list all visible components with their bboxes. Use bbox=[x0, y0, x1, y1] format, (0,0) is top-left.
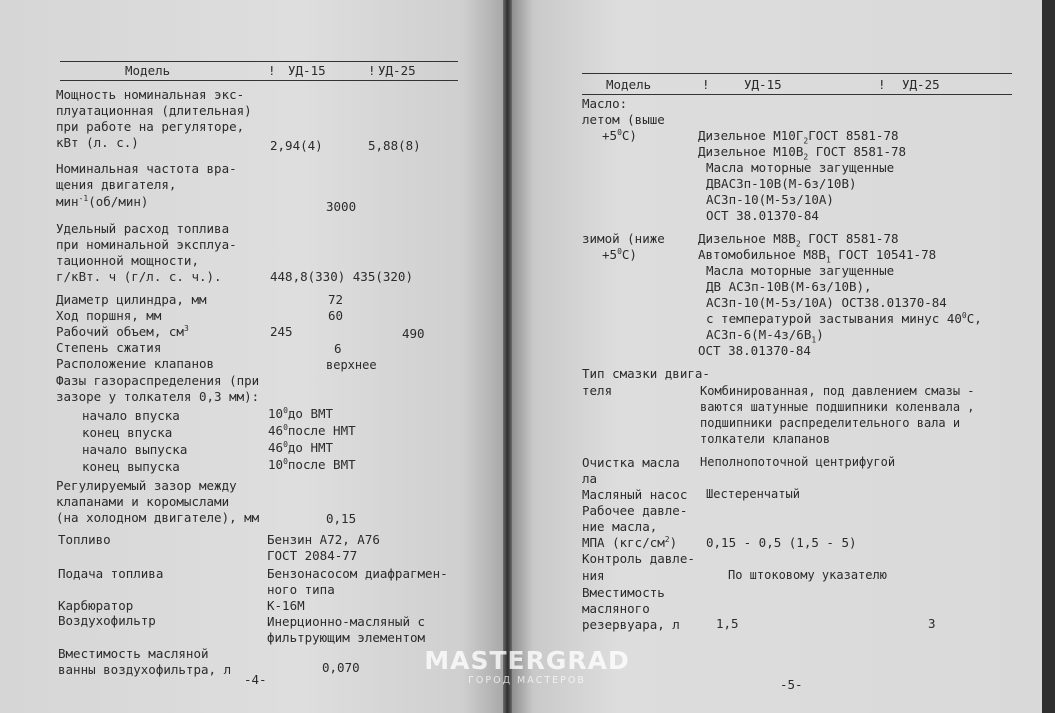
lube-label-2: теля bbox=[582, 383, 613, 398]
timing-row-label: конец выпуска bbox=[82, 459, 180, 474]
timing-row-value: $10^0после$ ВМТ bbox=[268, 456, 356, 472]
clearance-label-3: (на холодном двигателе), мм bbox=[56, 510, 260, 525]
timing-row-label: начало впуска bbox=[82, 408, 180, 423]
winter-oil-2: Автомобильное $М8В_1$ ГОСТ 10541-78 bbox=[698, 247, 937, 265]
cleaning-value: Неполнопоточной центрифугой bbox=[700, 455, 896, 469]
volume-ud25: 490 bbox=[402, 326, 425, 341]
header-model: Модель bbox=[606, 77, 652, 92]
winter-oil-5: АСЗп-10(М-5з/10А) ОСТ38.01370-84 bbox=[706, 295, 947, 310]
pressure-label-3: МПА $(кгс/см^2)$ bbox=[582, 534, 678, 550]
header-rule-top bbox=[60, 61, 458, 62]
supply-value-2: ного типа bbox=[267, 582, 335, 597]
winter-label-2: $+5^0С$) bbox=[602, 246, 637, 262]
power-label-2: плуатационная (длительная) bbox=[56, 103, 252, 118]
clearance-label-2: клапанами и коромыслами bbox=[56, 494, 230, 509]
pressure-label-2: ние масла, bbox=[582, 519, 658, 534]
header-sep: ! bbox=[878, 77, 886, 92]
header-rule-top bbox=[582, 73, 1012, 74]
reservoir-ud15: 1,5 bbox=[716, 616, 739, 631]
supply-value-1: Бензонасосом диафрагмен- bbox=[267, 566, 448, 581]
header-ud25: УД-25 bbox=[378, 63, 416, 78]
pressure-value: 0,15 - 0,5 (1,5 - 5) bbox=[706, 535, 857, 550]
header-ud15: УД-15 bbox=[744, 77, 782, 92]
pump-value: Шестеренчатый bbox=[706, 487, 800, 501]
fuelrate-label-1: Удельный расход топлива bbox=[56, 221, 230, 236]
header-sep: ! bbox=[702, 77, 710, 92]
reservoir-ud25: 3 bbox=[928, 616, 936, 631]
book-gutter bbox=[503, 0, 512, 713]
carb-value: К-16М bbox=[267, 598, 305, 613]
cylinder-value: 72 bbox=[328, 292, 344, 307]
carb-label: Карбюратор bbox=[58, 598, 134, 613]
lube-value-1: Комбинированная, под давлением смазы - bbox=[700, 384, 975, 398]
watermark-brand: MASTERGRAD bbox=[424, 646, 630, 675]
power-label-1: Мощность номинальная экс- bbox=[56, 87, 245, 102]
control-label-2: ния bbox=[582, 568, 605, 583]
lube-value-2: ваются шатунные подшипники коленвала , bbox=[700, 400, 975, 414]
freq-label-1: Номинальная частота вра- bbox=[56, 161, 237, 176]
header-ud15: УД-15 bbox=[288, 63, 326, 78]
power-label-4: кВт (л. с.) bbox=[56, 135, 139, 150]
header-ud25: УД-25 bbox=[902, 77, 940, 92]
fuel-value-1: Бензин А72, А76 bbox=[267, 532, 380, 547]
fuelrate-label-4: г/кВт. ч (г/л. с. ч.). bbox=[56, 269, 222, 284]
header-sep: ! bbox=[368, 63, 376, 78]
power-ud15: 2,94(4) bbox=[270, 138, 323, 153]
cylinder-label: Диаметр цилиндра, мм bbox=[56, 292, 207, 307]
page-5 bbox=[512, 0, 1042, 713]
summer-label-1: летом (выше bbox=[582, 112, 665, 127]
reservoir-label-3: резервуара, л bbox=[582, 617, 680, 632]
compression-label: Степень сжатия bbox=[56, 340, 162, 355]
winter-oil-1: Дизельное $М8В_2$ ГОСТ 8581-78 bbox=[698, 231, 899, 249]
fuelrate-label-3: тационной мощности, bbox=[56, 253, 199, 268]
stroke-label: Ход поршня, мм bbox=[56, 308, 162, 323]
winter-label-1: зимой (ниже bbox=[582, 231, 665, 246]
clearance-value: 0,15 bbox=[326, 511, 357, 526]
fuelrate-label-2: при номинальной эксплуа- bbox=[56, 237, 237, 252]
summer-oil-2: Дизельное $М10В_2$ ГОСТ 8581-78 bbox=[698, 144, 907, 162]
freq-value: 3000 bbox=[326, 199, 357, 214]
winter-oil-6: с температурой застывания минус $40^0С$, bbox=[706, 310, 982, 326]
lube-value-3: подшипники распределительного вала и bbox=[700, 416, 961, 430]
airfilter-value-2: фильтрующим элементом bbox=[267, 630, 426, 645]
summer-oil-3: Масла моторные загущенные bbox=[706, 160, 895, 175]
timing-row-value: $46^0до$ НМТ bbox=[268, 439, 334, 455]
power-ud25: 5,88(8) bbox=[368, 138, 421, 153]
supply-label: Подача топлива bbox=[58, 566, 164, 581]
freq-label-3: мин$^{-1}$(об/мин) bbox=[56, 193, 149, 209]
compression-value: 6 bbox=[334, 341, 342, 356]
lube-label-1: Тип смазки двига- bbox=[582, 366, 710, 381]
valves-label: Расположение клапанов bbox=[56, 356, 215, 371]
cleaning-label-1: Очистка масла bbox=[582, 455, 680, 470]
timing-label-2: зазоре у толкателя 0,3 мм): bbox=[56, 389, 260, 404]
clearance-label-1: Регулируемый зазор между bbox=[56, 478, 237, 493]
timing-label-1: Фазы газораспределения (при bbox=[56, 373, 260, 388]
reservoir-label-2: масляного bbox=[582, 601, 650, 616]
power-label-3: при работе на регуляторе, bbox=[56, 119, 245, 134]
volume-label: Рабочий объем, $см^3$ bbox=[56, 323, 189, 339]
pressure-label-1: Рабочее давле- bbox=[582, 503, 688, 518]
oil-title: Масло: bbox=[582, 96, 628, 111]
airfilter-value-1: Инерционно-масляный с bbox=[267, 614, 426, 629]
watermark-tagline: ГОРОД МАСТЕРОВ bbox=[468, 675, 586, 686]
summer-oil-1: Дизельное $М10Г_2ГОСТ$ 8581-78 bbox=[698, 128, 899, 146]
stroke-value: 60 bbox=[328, 308, 344, 323]
timing-row-label: начало выпуска bbox=[82, 442, 188, 457]
cleaning-label-2: ла bbox=[582, 471, 598, 486]
fuelrate-value: 448,8(330) 435(320) bbox=[270, 269, 413, 284]
pump-label: Масляный насос bbox=[582, 487, 688, 502]
timing-row-value: $46^0после$ НМТ bbox=[268, 422, 356, 438]
lube-value-4: толкатели клапанов bbox=[700, 432, 831, 446]
winter-oil-7: АСЗп-$6(М-4з/6В_1)$ bbox=[706, 327, 824, 345]
summer-oil-5: АСЗп-10(М-5з/10А) bbox=[706, 192, 834, 207]
page-edge-shadow bbox=[1042, 0, 1055, 713]
summer-oil-4: ДВАСЗп-10В(М-6з/10В) bbox=[706, 176, 857, 191]
timing-row-label: конец впуска bbox=[82, 425, 173, 440]
freq-label-2: щения двигателя, bbox=[56, 177, 177, 192]
header-rule-bottom bbox=[582, 94, 1012, 95]
volume-ud15: 245 bbox=[270, 324, 293, 339]
oilbath-value: 0,070 bbox=[322, 660, 360, 675]
oilbath-label-1: Вместимость масляной bbox=[58, 646, 209, 661]
page-4 bbox=[0, 0, 503, 713]
page-number: -5- bbox=[780, 677, 803, 692]
fuel-label: Топливо bbox=[58, 532, 111, 547]
oilbath-label-2: ванны воздухофильтра, л bbox=[58, 662, 232, 677]
winter-oil-3: Масла моторные загущенные bbox=[706, 263, 895, 278]
page-number: -4- bbox=[244, 672, 267, 687]
winter-oil-8: ОСТ 38.01370-84 bbox=[698, 343, 811, 358]
fuel-value-2: ГОСТ 2084-77 bbox=[267, 548, 358, 563]
summer-label-2: $+5^0С$) bbox=[602, 127, 637, 143]
valves-value: верхнее bbox=[326, 358, 377, 372]
header-rule-bottom bbox=[60, 80, 458, 81]
header-model: Модель bbox=[125, 63, 171, 78]
control-value: По штоковому указателю bbox=[728, 568, 887, 582]
control-label-1: Контроль давле- bbox=[582, 551, 695, 566]
header-sep: ! bbox=[268, 63, 276, 78]
timing-row-value: $10^0до$ ВМТ bbox=[268, 405, 334, 421]
airfilter-label: Воздухофильтр bbox=[58, 613, 156, 628]
summer-oil-6: ОСТ 38.01370-84 bbox=[706, 208, 819, 223]
reservoir-label-1: Вместимость bbox=[582, 585, 665, 600]
winter-oil-4: ДВ АСЗп-10В(М-6з/10В), bbox=[706, 279, 872, 294]
